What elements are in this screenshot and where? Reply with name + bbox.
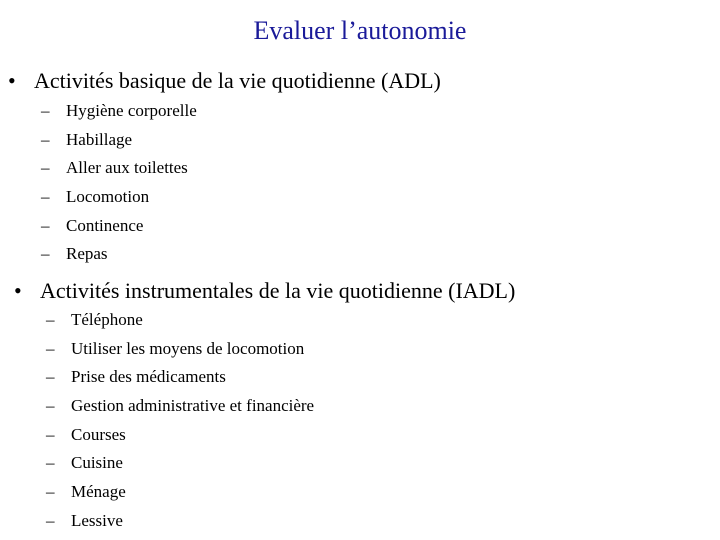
list-item-text: Gestion administrative et financière [71,396,315,416]
list-item [46,306,314,335]
list-item [41,97,197,126]
dash-icon: – [41,158,50,178]
list-item-text: Téléphone [71,310,143,329]
dash-icon: – [46,338,55,358]
list-item-text: Ménage [71,482,126,502]
dash-icon: – [41,215,50,235]
slide-title: Evaluer l’autonomie [253,16,467,45]
iadl-list [46,306,314,536]
list-item [41,240,197,269]
dash-icon: – [46,482,55,502]
bullet-icon: • [14,278,22,303]
dash-icon: – [46,367,55,387]
section-heading-text: Activités basique de la vie quotidienne (ADL) [34,68,441,93]
list-item [41,154,197,183]
list-item-text: Repas [66,244,108,264]
section-heading-iadl [14,276,515,306]
list-item [46,449,314,478]
list-item-text: Locomotion [66,187,150,207]
dash-icon: – [46,453,55,473]
dash-icon: – [41,129,50,149]
list-item-text: Aller aux toilettes [66,158,188,178]
list-item [41,183,197,212]
list-item [46,421,314,450]
list-item [46,507,314,536]
section-heading-adl [8,66,441,96]
list-item [41,212,197,241]
section-heading-text: Activités instrumentales de la vie quotidienne (IADL) [40,278,516,303]
dash-icon: – [41,244,50,264]
dash-icon: – [46,310,55,329]
list-item-text: Prise des médicaments [71,367,226,387]
bullet-icon: • [8,68,16,93]
adl-list [41,97,197,269]
list-item-text: Continence [66,215,144,235]
dash-icon: – [41,187,50,207]
list-item [46,335,314,364]
list-item-text: Hygiène corporelle [66,101,197,120]
list-item [41,126,197,155]
dash-icon: – [41,101,50,120]
list-item [46,363,314,392]
list-item-text: Courses [71,424,126,444]
list-item-text: Habillage [66,129,133,149]
list-item [46,392,314,421]
dash-icon: – [46,424,55,444]
list-item-text: Cuisine [71,453,123,473]
list-item [46,478,314,507]
dash-icon: – [46,396,55,416]
list-item-text: Utiliser les moyens de locomotion [71,338,305,358]
dash-icon: – [46,510,55,530]
list-item-text: Lessive [71,510,123,530]
